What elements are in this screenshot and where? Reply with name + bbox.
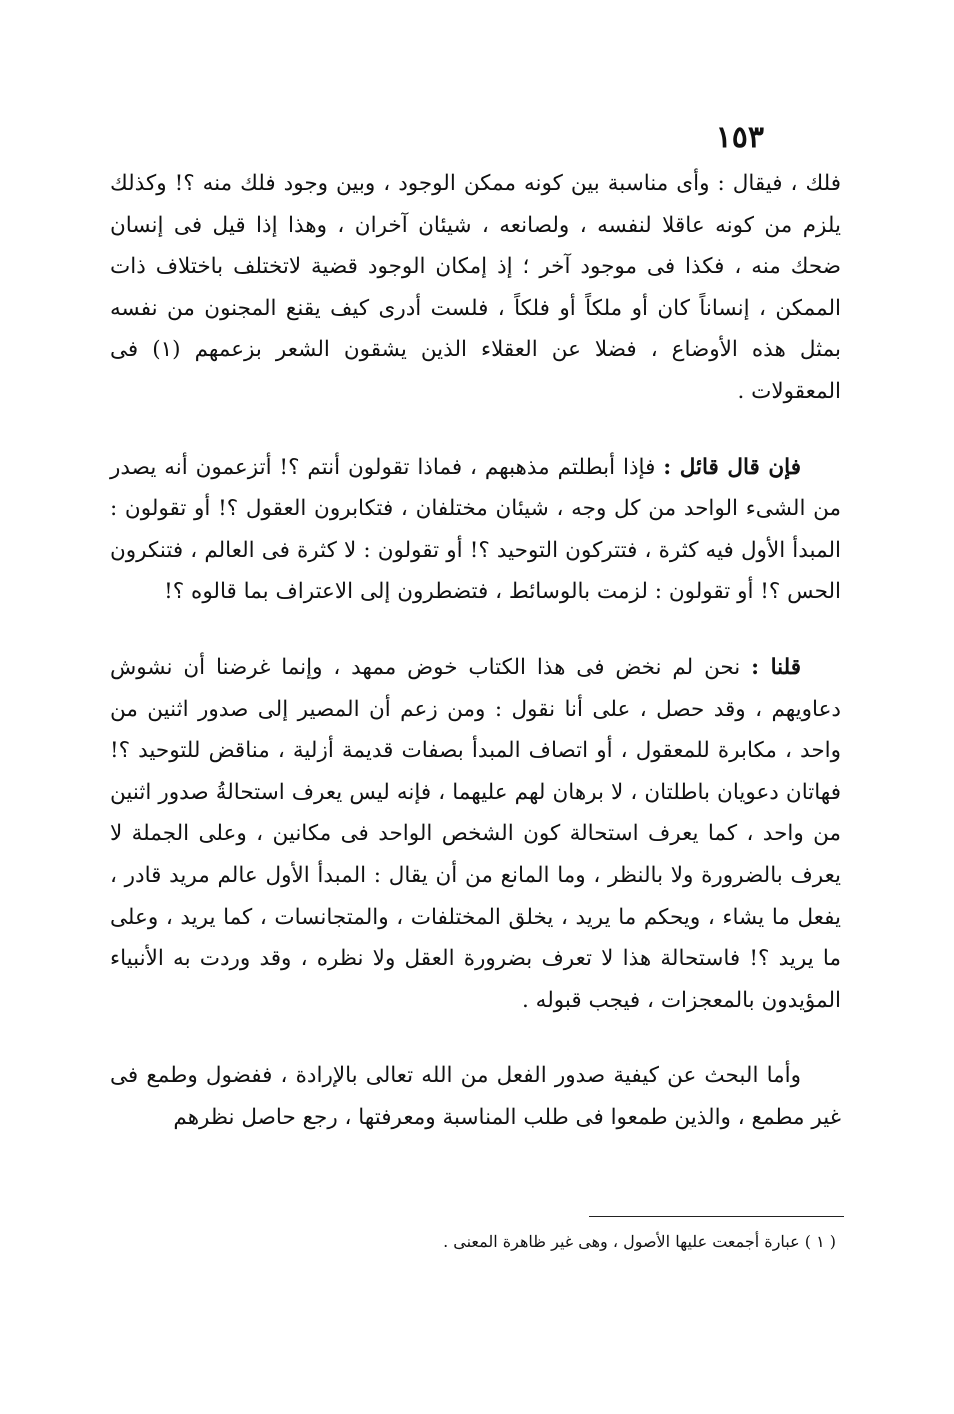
body-text — [110, 163, 841, 1138]
footnote: ( ١ ) عبارة أجمعت عليها الأصول ، وهى غير ظاهرة المعنى . — [443, 1232, 836, 1251]
paragraph-2-text: فإذا أبطلتم مذهبهم ، فماذا تقولون أنتم ؟! أتزعمون أنه يصدر من الشىء الواحد من كل وجه ، شيئان مختلفان ، فتكابرون العقول ؟! أو تقولون : المبدأ الأول فيه كثرة ، فتتركون التوحيد ؟! أو تقولون : لا كثرة فى العالم ، فتنكرون الحس ؟! أو تقولون : لزمت بالوسائط ، فتضطرون إلى الاعتراف بما قالوه ؟! — [110, 454, 841, 605]
paragraph-3-lead: قلنا : — [751, 654, 802, 680]
paragraph-2-lead: فإن قال قائل : — [663, 454, 801, 480]
paragraph-1 — [110, 163, 841, 413]
page-number: ١٥٣ — [715, 120, 764, 155]
paragraph-3-text: نحن لم نخض فى هذا الكتاب خوض ممهد ، وإنما غرضنا أن نشوش دعاويهم ، وقد حصل ، على أنا نقول : ومن زعم أن المصير إلى صدور اثنين من واحد ، مكابرة للمعقول ، أو اتصاف المبدأ بصفات قديمة أزلية ، مناقض للتوحيد ؟! فهاتان دعويان باطلتان ، لا برهان لهم عليهما ، فإنه ليس يعرف استحالةُ صدور اثنين من واحد ، كما يعرف استحالة كون الشخص الواحد فى مكانين ، وعلى الجملة لا يعرف بالضرورة ولا بالنظر ، وما المانع من أن يقال : المبدأ الأول عالم مريد قادر ، يفعل ما يشاء ، ويحكم ما يريد ، يخلق المختلفات ، والمتجانسات ، كما يريد ، وعلى ما يريد ؟! فاستحالة هذا لا تعرف بضرورة العقل ولا نظره ، وقد وردت به الأنبياء المؤيدون بالمعجزات ، فيجب قبوله . — [110, 654, 841, 1013]
paragraph-2 — [110, 447, 841, 613]
footnote-divider — [589, 1216, 844, 1217]
paragraph-3 — [110, 647, 841, 1021]
paragraph-4-text: وأما البحث عن كيفية صدور الفعل من الله تعالى بالإرادة ، ففضول وطمع فى غير مطمع ، والذين طمعوا فى طلب المناسبة ومعرفتها ، رجع حاصل نظرهم — [110, 1063, 841, 1130]
paragraph-1-text: فلك ، فيقال : وأى مناسبة بين كونه ممكن الوجود ، وبين وجود فلك منه ؟! وكذلك يلزم من كونه عاقلا لنفسه ، ولصانعه ، شيئان آخران ، وهذا إذا قيل فى إنسان ضحك منه ، فكذا فى موجود آخر ؛ إذ إمكان الوجود قضية لاتختلف باختلاف ذات الممكن ، إنساناً كان أو ملكاً أو فلكاً ، فلست أدرى كيف يقنع المجنون من نفسه بمثل هذه الأوضاع ، فضلا عن العقلاء الذين يشقون الشعر بزعمهم (١) فى المعقولات . — [110, 171, 842, 404]
paragraph-4 — [110, 1055, 841, 1138]
